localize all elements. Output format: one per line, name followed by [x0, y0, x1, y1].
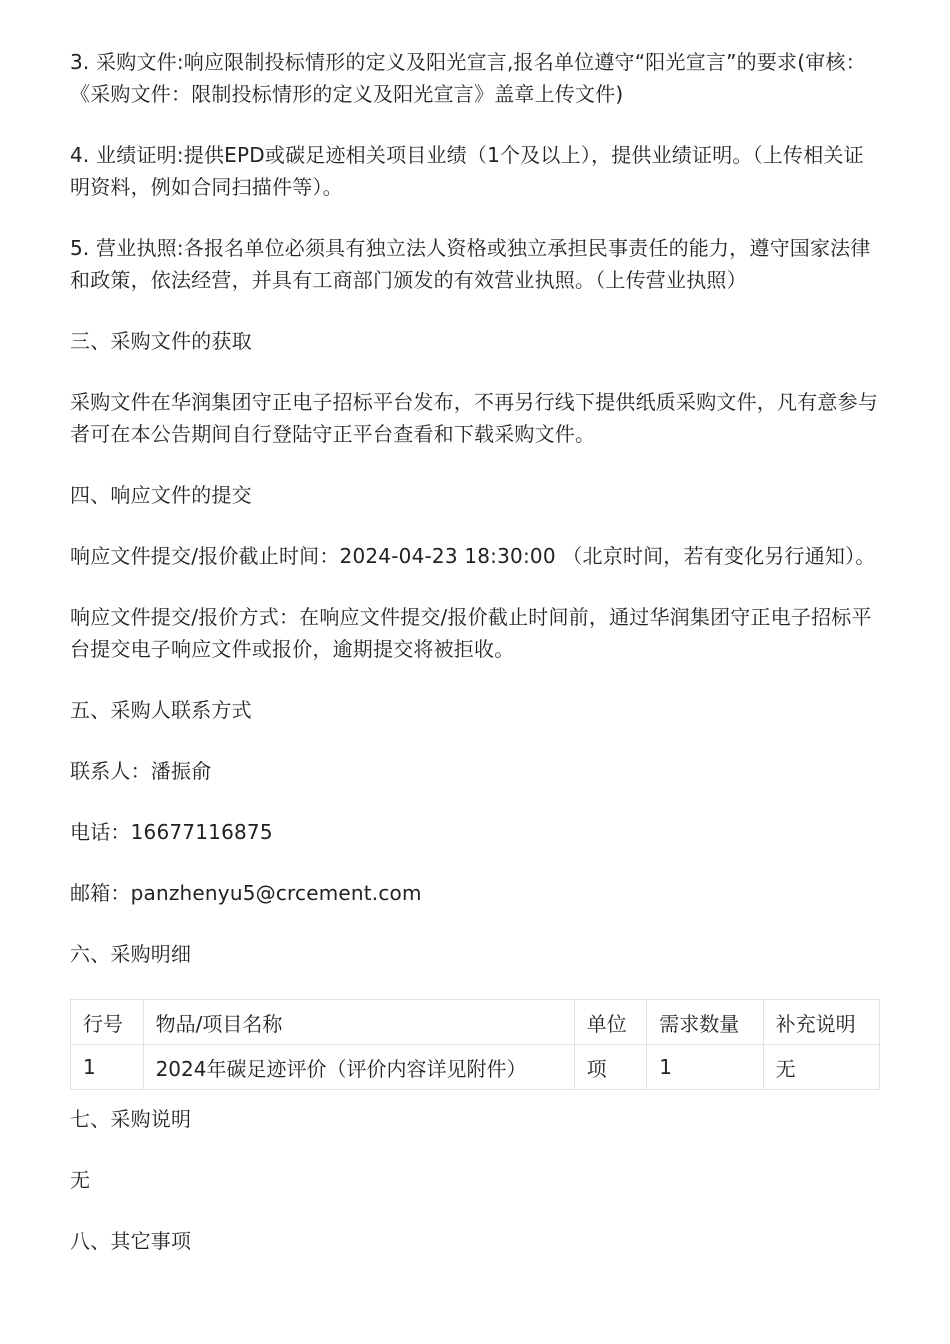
submission-deadline: 响应文件提交/报价截止时间：2024-04-23 18:30:00 （北京时间，若有变化另行通知）。 — [70, 544, 876, 568]
procurement-table-wrapper — [70, 999, 882, 1090]
table-row — [71, 1045, 880, 1090]
acquisition-text: 采购文件在华润集团守正电子招标平台发布，不再另行线下提供纸质采购文件，凡有意参与者可在本公告期间自行登陆守正平台查看和下载采购文件。 — [70, 390, 878, 446]
section-heading-submission: 四、响应文件的提交 — [70, 483, 252, 507]
section-heading-contact: 五、采购人联系方式 — [70, 698, 252, 722]
procurement-table — [70, 999, 880, 1090]
cell-item-name: 2024年碳足迹评价（评价内容详见附件） — [143, 1045, 574, 1090]
contact-person: 联系人：潘振俞 — [70, 759, 212, 783]
requirement-item-3: 3. 采购文件:响应限制投标情形的定义及阳光宣言,报名单位遵守“阳光宣言”的要求(审核：《采购文件：限制投标情形的定义及阳光宣言》盖章上传文件) — [70, 50, 866, 106]
table-header-row — [71, 1000, 880, 1045]
column-header-unit: 单位 — [574, 1000, 647, 1045]
requirement-item-5: 5. 营业执照:各报名单位必须具有独立法人资格或独立承担民事责任的能力，遵守国家法律和政策，依法经营，并具有工商部门颁发的有效营业执照。（上传营业执照） — [70, 236, 871, 292]
section-heading-other: 八、其它事项 — [70, 1229, 192, 1253]
cell-line-no: 1 — [71, 1045, 144, 1090]
section-heading-instructions: 七、采购说明 — [70, 1107, 192, 1131]
cell-notes: 无 — [763, 1045, 879, 1090]
contact-phone: 电话：16677116875 — [70, 820, 273, 844]
section-heading-acquisition: 三、采购文件的获取 — [70, 329, 252, 353]
requirement-item-4: 4. 业绩证明:提供EPD或碳足迹相关项目业绩（1个及以上），提供业绩证明。（上传相关证明资料，例如合同扫描件等）。 — [70, 143, 864, 199]
column-header-item-name: 物品/项目名称 — [143, 1000, 574, 1045]
document-body — [70, 46, 882, 1286]
column-header-quantity: 需求数量 — [647, 1000, 763, 1045]
cell-quantity: 1 — [647, 1045, 763, 1090]
cell-unit: 项 — [574, 1045, 647, 1090]
submission-method: 响应文件提交/报价方式：在响应文件提交/报价截止时间前，通过华润集团守正电子招标平台提交电子响应文件或报价，逾期提交将被拒收。 — [70, 605, 872, 661]
column-header-notes: 补充说明 — [763, 1000, 879, 1045]
contact-email: 邮箱：panzhenyu5@crcement.com — [70, 881, 422, 905]
instructions-text: 无 — [70, 1168, 91, 1192]
section-heading-details: 六、采购明细 — [70, 942, 192, 966]
column-header-line-no: 行号 — [71, 1000, 144, 1045]
